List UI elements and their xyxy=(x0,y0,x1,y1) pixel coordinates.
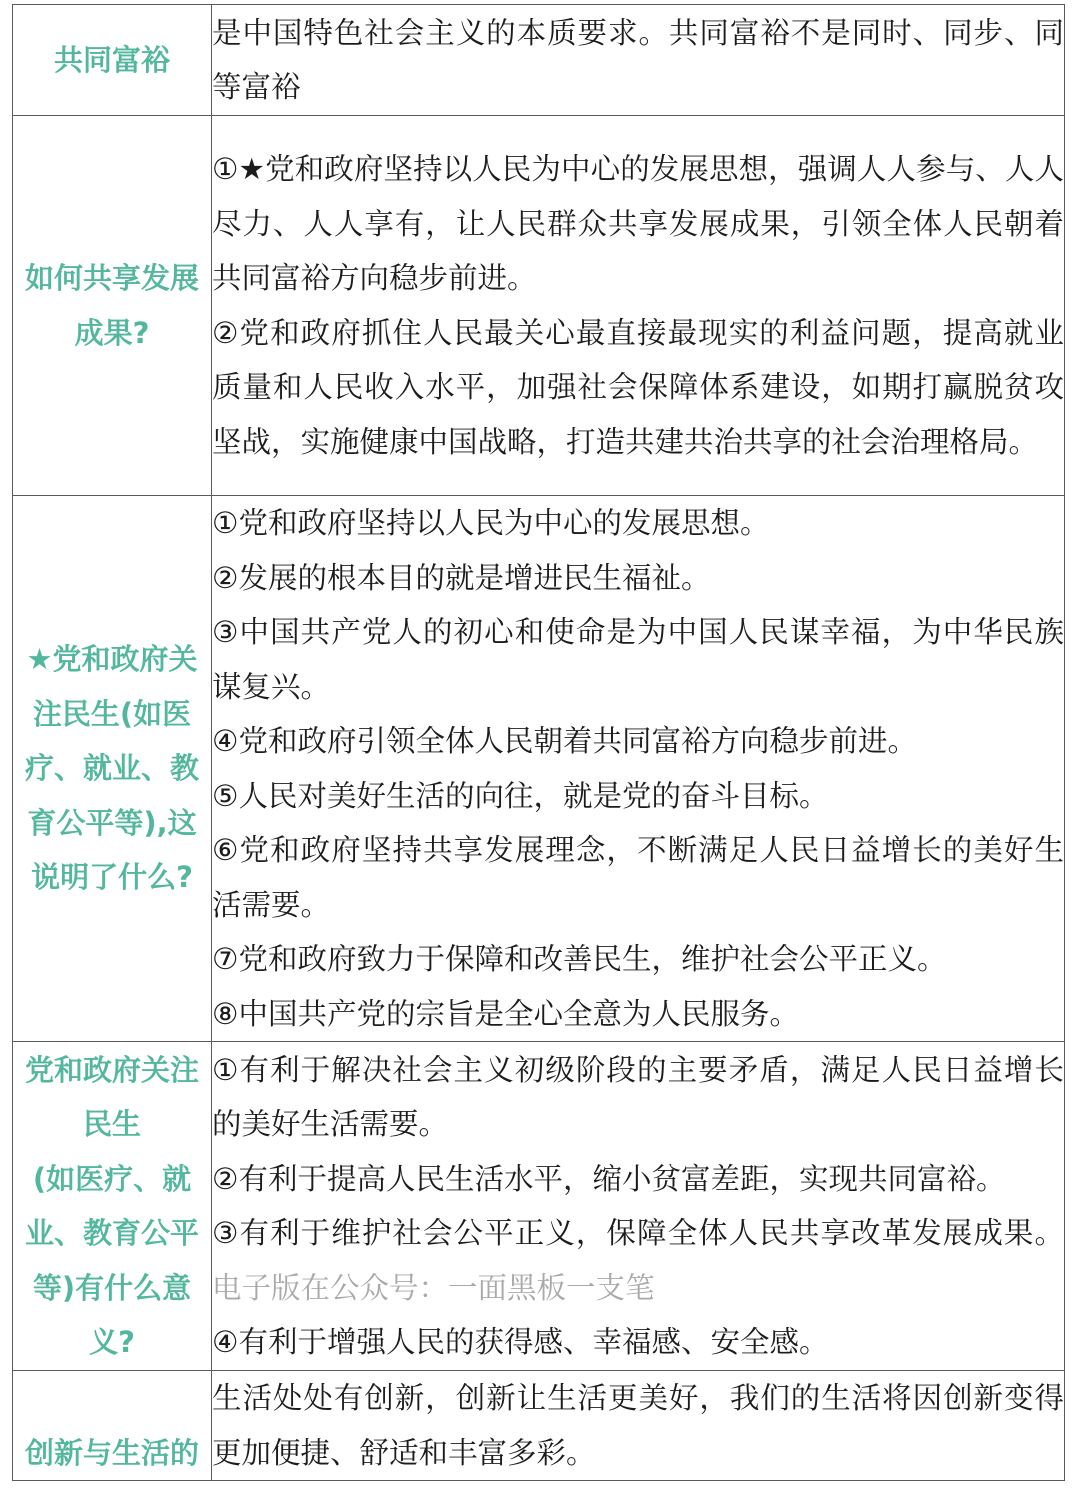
row-key-cell xyxy=(13,1371,212,1481)
content-paragraph: ⑥党和政府坚持共享发展理念，不断满足人民日益增长的美好生活需要。 xyxy=(212,833,1064,922)
row-key-line: 民生 xyxy=(82,1107,141,1141)
content-paragraph: ③中国共产党人的初心和使命是为中国人民谋幸福，为中华民族谋复兴。 xyxy=(212,615,1064,704)
content-paragraph: ②有利于提高人民生活水平，缩小贫富差距，实现共同富裕。 xyxy=(212,1161,1006,1196)
row-content-cell xyxy=(212,1371,1065,1481)
row-key-cell xyxy=(13,496,212,1042)
row-key-label: 创新与生活的 xyxy=(24,1435,199,1470)
content-paragraph: ②发展的根本目的就是增进民生福祉。 xyxy=(212,560,711,595)
row-content-cell xyxy=(212,1042,1065,1371)
table-row xyxy=(13,1042,1065,1371)
row-key-label: 如何共享发展成果? xyxy=(24,261,199,350)
watermark-text: 电子版在公众号：一面黑板一支笔 xyxy=(212,1270,655,1305)
content-paragraph: 是中国特色社会主义的本质要求。共同富裕不是同时、同步、同等富裕 xyxy=(212,15,1064,104)
row-key-label: ★党和政府关注民生(如医疗、就业、教育公平等),这说明了什么? xyxy=(24,642,199,895)
row-content-cell xyxy=(212,116,1065,496)
row-key-cell xyxy=(13,116,212,496)
notes-page xyxy=(12,4,1065,1480)
content-text: ③有利于维护社会公平正义，保障全体人民共享改革发展成果。 xyxy=(212,1216,1064,1250)
content-paragraph: ⑧中国共产党的宗旨是全心全意为人民服务。 xyxy=(212,996,799,1031)
content-paragraph: ①有利于解决社会主义初级阶段的主要矛盾，满足人民日益增长的美好生活需要。 xyxy=(212,1052,1064,1141)
content-paragraph: 生活处处有创新，创新让生活更美好，我们的生活将因创新变得更加便捷、舒适和丰富多彩。 xyxy=(212,1381,1064,1470)
row-key-label xyxy=(13,1043,211,1370)
content-paragraph: ①党和政府坚持以人民为中心的发展思想。 xyxy=(212,506,770,540)
table-row xyxy=(13,5,1065,116)
content-paragraph: ⑦党和政府致力于保障和改善民生，维护社会公平正义。 xyxy=(212,942,947,976)
content-paragraph: ⑤人民对美好生活的向往，就是党的奋斗目标。 xyxy=(212,778,829,813)
row-key-line: 等)有什么意 xyxy=(32,1270,192,1305)
row-key-line: 义? xyxy=(89,1325,135,1359)
notes-table xyxy=(12,4,1065,1481)
table-row xyxy=(13,116,1065,496)
row-key-line: 业、教育公平 xyxy=(24,1216,199,1250)
table-row xyxy=(13,496,1065,1042)
row-content-cell xyxy=(212,496,1065,1042)
row-key-cell xyxy=(13,1042,212,1371)
content-paragraph: ①★党和政府坚持以人民为中心的发展思想，强调人人参与、人人尽力、人人享有，让人民群众共享发展成果，引领全体人民朝着共同富裕方向稳步前进。 xyxy=(212,152,1064,295)
table-row xyxy=(13,1371,1065,1481)
row-content-cell xyxy=(212,5,1065,116)
row-key-cell xyxy=(13,5,212,116)
content-paragraph xyxy=(212,1206,1064,1315)
content-paragraph: ②党和政府抓住人民最关心最直接最现实的利益问题，提高就业质量和人民收入水平，加强社会保障体系建设，如期打赢脱贫攻坚战，实施健康中国战略，打造共建共治共享的社会治理格局。 xyxy=(212,315,1064,459)
row-key-line: 党和政府关注 xyxy=(24,1052,199,1087)
row-key-label: 共同富裕 xyxy=(53,42,170,77)
row-key-line: (如医疗、就 xyxy=(32,1161,192,1196)
content-paragraph: ④有利于增强人民的获得感、幸福感、安全感。 xyxy=(212,1325,829,1359)
content-paragraph: ④党和政府引领全体人民朝着共同富裕方向稳步前进。 xyxy=(212,724,917,758)
